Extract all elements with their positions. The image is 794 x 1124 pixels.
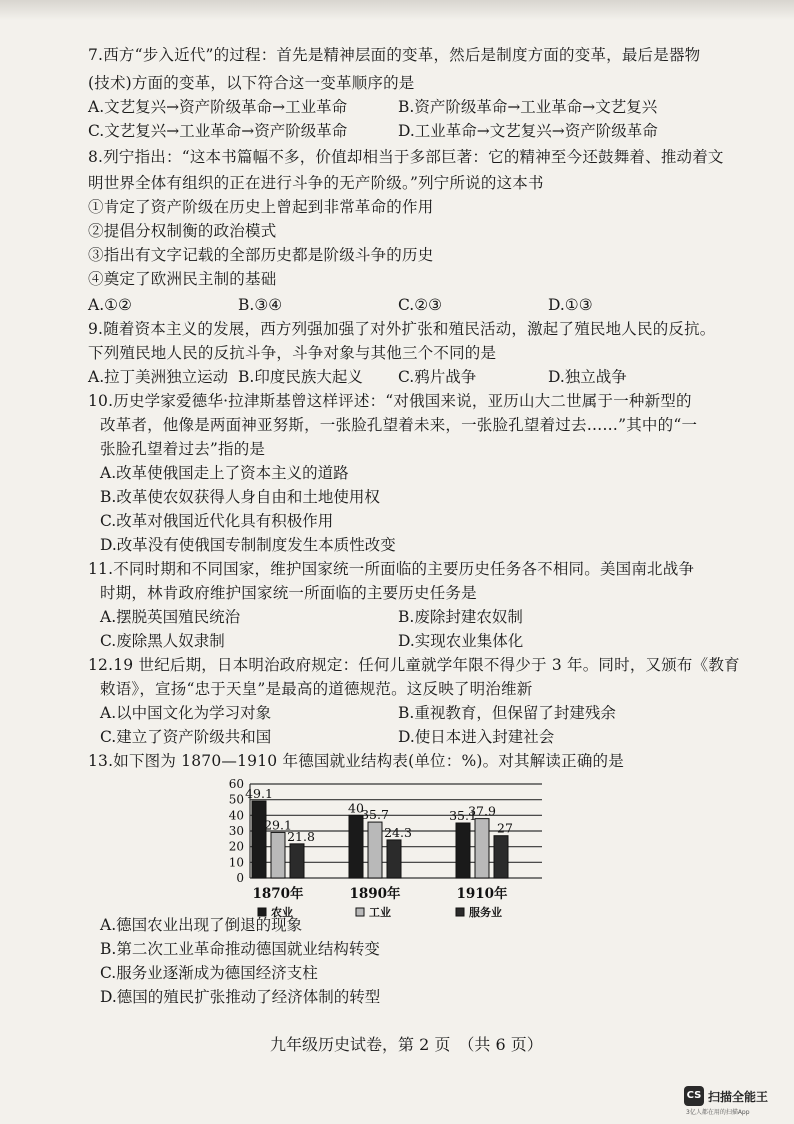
q8-stem-line1: 8.列宁指出：“这本书篇幅不多，价值却相当于多部巨著：它的精神至今还鼓舞着、推动着文 [88, 148, 724, 166]
q11-option-c: C.废除黑人奴隶制 [100, 632, 225, 650]
value-label-1910年-农业: 35.1 [449, 808, 477, 824]
value-label-1870年-工业: 29.1 [264, 817, 292, 833]
camscanner-watermark [684, 1082, 790, 1116]
page-footer: 九年级历史试卷，第 2 页 （共 6 页） [270, 1035, 543, 1054]
q13-option-c: C.服务业逐渐成为德国经济支柱 [100, 964, 318, 982]
q13-option-d: D.德国的殖民扩张推动了经济体制的转型 [100, 988, 381, 1006]
value-label-1890年-工业: 35.7 [361, 807, 389, 823]
value-label-1910年-服务业: 27 [497, 820, 513, 836]
q8-statement-2: ②提倡分权制衡的政治模式 [88, 222, 277, 240]
y-tick-10: 10 [228, 855, 244, 870]
q12-option-c: C.建立了资产阶级共和国 [100, 728, 272, 746]
camscanner-icon: CS [684, 1086, 704, 1106]
q7-option-a: A.文艺复兴→资产阶级革命→工业革命 [88, 98, 348, 116]
bar-1870年-农业 [252, 801, 266, 878]
y-tick-30: 30 [228, 824, 244, 838]
value-label-1870年-服务业: 21.8 [287, 828, 315, 844]
q12-option-a: A.以中国文化为学习对象 [100, 704, 272, 722]
q10-stem-line3: 张脸孔望着过去”指的是 [100, 440, 266, 458]
y-tick-20: 20 [228, 839, 244, 854]
q8-option-c: C.②③ [398, 296, 443, 314]
q8-statement-3: ③指出有文字记载的全部历史都是阶级斗争的历史 [88, 246, 434, 264]
q7-stem-line2: (技术)方面的变革，以下符合这一变革顺序的是 [88, 74, 415, 92]
value-label-1910年-工业: 37.9 [468, 803, 496, 819]
legend-swatch-服务业 [456, 908, 464, 916]
q9-option-c: C.鸦片战争 [398, 368, 477, 386]
q7-option-d: D.工业革命→文艺复兴→资产阶级革命 [398, 122, 658, 140]
q10-option-d: D.改革没有使俄国专制制度发生本质性改变 [100, 536, 396, 554]
x-label-1870年: 1870年 [252, 886, 304, 902]
legend-label-农业: 农业 [271, 906, 293, 919]
q13-option-a: A.德国农业出现了倒退的现象 [100, 916, 303, 934]
q8-stem-line2: 明世界全体有组织的正在进行斗争的无产阶级。”列宁所说的这本书 [88, 174, 544, 192]
bar-1870年-工业 [271, 832, 285, 878]
legend-label-服务业: 服务业 [469, 906, 502, 919]
value-label-1870年-农业: 49.1 [245, 786, 273, 802]
q12-option-d: D.使日本进入封建社会 [398, 728, 555, 746]
value-label-1890年-农业: 40 [348, 800, 364, 816]
bar-1890年-工业 [368, 822, 382, 878]
legend-swatch-工业 [356, 908, 364, 916]
q11-option-a: A.摆脱英国殖民统治 [100, 608, 241, 626]
q13-option-b: B.第二次工业革命推动德国就业结构转变 [100, 940, 380, 958]
q9-stem-line1: 9.随着资本主义的发展，西方列强加强了对外扩张和殖民活动，激起了殖民地人民的反抗。 [88, 320, 716, 338]
q9-option-d: D.独立战争 [548, 368, 627, 386]
y-tick-50: 50 [228, 792, 244, 807]
q9-option-b: B.印度民族大起义 [238, 368, 363, 386]
q8-statement-1: ①肯定了资产阶级在历史上曾起到非常革命的作用 [88, 198, 434, 216]
q10-option-c: C.改革对俄国近代化具有积极作用 [100, 512, 334, 530]
bar-1870年-服务业 [290, 844, 304, 878]
q7-option-c: C.文艺复兴→工业革命→资产阶级革命 [88, 122, 348, 140]
bar-1910年-农业 [456, 823, 470, 878]
q7-stem-line1: 7.西方“步入近代”的过程：首先是精神层面的变革，然后是制度方面的变革，最后是器物 [88, 46, 701, 64]
q10-stem-line2: 改革者，他像是两面神亚努斯，一张脸孔望着未来，一张脸孔望着过去……”其中的“一 [100, 416, 698, 434]
q10-option-b: B.改革使农奴获得人身自由和土地使用权 [100, 488, 380, 506]
q10-stem-line1: 10.历史学家爱德华·拉津斯基曾这样评述：“对俄国来说，亚历山大二世属于一种新型的 [88, 392, 692, 410]
q12-stem-line2: 敕语》，宣扬“忠于天皇”是最高的道德规范。这反映了明治维新 [100, 680, 533, 698]
value-label-1890年-服务业: 24.3 [384, 824, 412, 840]
q8-option-a: A.①② [88, 296, 132, 314]
chart-y-ticks [229, 777, 244, 885]
q13-stem-line1: 13.如下图为 1870—1910 年德国就业结构表(单位：%)。对其解读正确的是 [88, 752, 624, 770]
chart-x-labels [252, 885, 508, 902]
q8-option-b: B.③④ [238, 296, 283, 314]
q10-option-a: A.改革使俄国走上了资本主义的道路 [100, 464, 349, 482]
q7-option-b: B.资产阶级革命→工业革命→文艺复兴 [398, 98, 658, 116]
q12-stem-line1: 12.19 世纪后期，日本明治政府规定：任何儿童就学年限不得少于 3 年。同时，又颁布《教育 [88, 656, 740, 674]
q12-option-b: B.重视教育，但保留了封建残余 [398, 704, 616, 722]
legend-label-工业: 工业 [369, 906, 391, 919]
q11-stem-line2: 时期，林肯政府维护国家统一所面临的主要历史任务是 [100, 584, 477, 602]
q11-stem-line1: 11.不同时期和不同国家，维护国家统一所面临的主要历史任务各不相同。美国南北战争 [88, 560, 695, 578]
q9-option-a: A.拉丁美洲独立运动 [88, 368, 229, 386]
q9-stem-line2: 下列殖民地人民的反抗斗争，斗争对象与其他三个不同的是 [88, 344, 497, 362]
y-tick-60: 60 [228, 777, 244, 791]
y-tick-40: 40 [228, 808, 244, 823]
q8-statement-4: ④奠定了欧洲民主制的基础 [88, 270, 277, 288]
bar-1910年-工业 [475, 819, 489, 878]
bar-1890年-农业 [349, 815, 363, 878]
x-label-1890年: 1890年 [349, 886, 401, 902]
q11-option-b: B.废除封建农奴制 [398, 608, 523, 626]
bar-1910年-服务业 [494, 836, 508, 878]
employment-structure-chart [210, 772, 550, 932]
camscanner-name: 扫描全能王 [708, 1090, 769, 1104]
bar-1890年-服务业 [387, 840, 401, 878]
q8-option-d: D.①③ [548, 296, 593, 314]
y-tick-0: 0 [236, 871, 244, 885]
camscanner-tagline: 3亿人都在用的扫描App [686, 1109, 750, 1116]
q11-option-d: D.实现农业集体化 [398, 632, 524, 650]
x-label-1910年: 1910年 [456, 886, 508, 902]
scan-top-edge [0, 0, 794, 20]
